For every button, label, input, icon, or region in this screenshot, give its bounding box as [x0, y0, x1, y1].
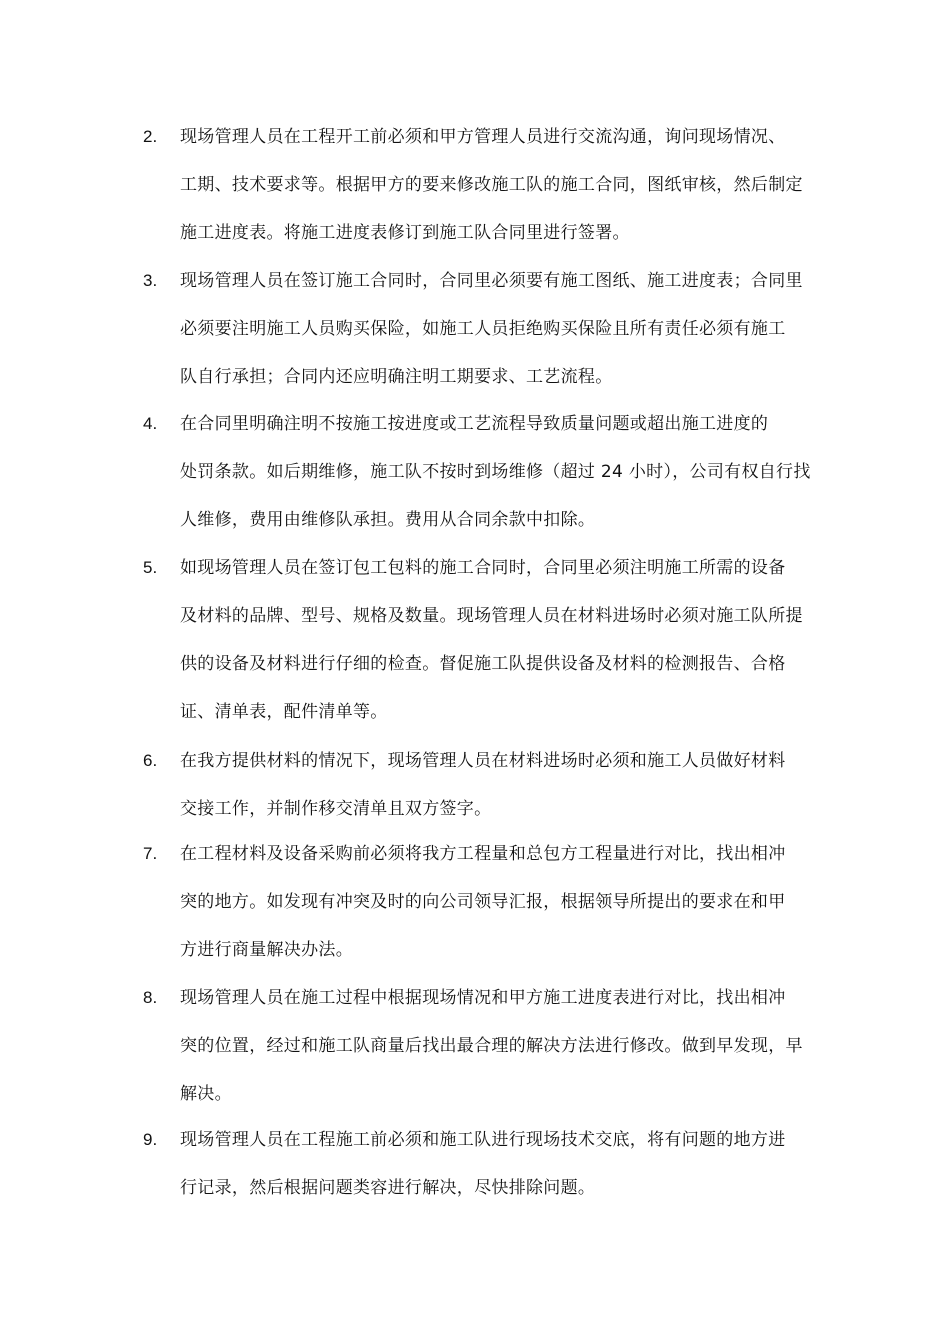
- text-line: 施工进度表。将施工进度表修订到施工队合同里进行签署。: [180, 223, 630, 243]
- text-line: 行记录，然后根据问题类容进行解决，尽快排除问题。: [180, 1178, 596, 1198]
- item-text: [180, 737, 850, 833]
- item-text: [180, 974, 850, 1118]
- text-line: 现场管理人员在签订施工合同时，合同里必须要有施工图纸、施工进度表；合同里: [180, 271, 803, 291]
- text-line: 如现场管理人员在签订包工包料的施工合同时，合同里必须注明施工所需的设备: [180, 558, 786, 578]
- text-line: 在工程材料及设备采购前必须将我方工程量和总包方工程量进行对比，找出相冲: [180, 844, 786, 864]
- text-line: 现场管理人员在施工过程中根据现场情况和甲方施工进度表进行对比，找出相冲: [180, 988, 786, 1008]
- text-line: 供的设备及材料进行仔细的检查。督促施工队提供设备及材料的检测报告、合格: [180, 654, 786, 674]
- text-line: 队自行承担；合同内还应明确注明工期要求、工艺流程。: [180, 367, 613, 387]
- text-line: 现场管理人员在工程开工前必须和甲方管理人员进行交流沟通，询问现场情况、: [180, 127, 786, 147]
- text-line: 证、清单表，配件清单等。: [180, 702, 388, 722]
- text-line: 人维修，费用由维修队承担。费用从合同余款中扣除。: [180, 510, 596, 530]
- text-line: 突的地方。如发现有冲突及时的向公司领导汇报，根据领导所提出的要求在和甲: [180, 892, 786, 912]
- text-line: 在我方提供材料的情况下，现场管理人员在材料进场时必须和施工人员做好材料: [180, 751, 786, 771]
- item-number: 9.: [143, 1130, 158, 1149]
- text-line: 解决。: [180, 1084, 232, 1104]
- item-number: 5.: [143, 558, 158, 577]
- item-number: 3.: [143, 271, 158, 290]
- item-number: 7.: [143, 844, 158, 863]
- text-line: 处罚条款。如后期维修，施工队不按时到场维修（超过 24 小时），公司有权自行找: [180, 462, 811, 482]
- text-line: 在合同里明确注明不按施工按进度或工艺流程导致质量问题或超出施工进度的: [180, 414, 769, 434]
- text-line: 交接工作，并制作移交清单且双方签字。: [180, 799, 492, 819]
- item-text: [180, 257, 850, 401]
- item-text: [180, 830, 850, 974]
- item-text: [180, 400, 850, 544]
- text-line: 突的位置，经过和施工队商量后找出最合理的解决方法进行修改。做到早发现，早: [180, 1036, 803, 1056]
- item-text: [180, 1116, 850, 1212]
- item-number: 8.: [143, 988, 158, 1007]
- item-number: 4.: [143, 414, 158, 433]
- text-line: 工期、技术要求等。根据甲方的要来修改施工队的施工合同，图纸审核，然后制定: [180, 175, 803, 195]
- text-line: 必须要注明施工人员购买保险，如施工人员拒绝购买保险且所有责任必须有施工: [180, 319, 786, 339]
- item-number: 2.: [143, 127, 158, 146]
- text-line: 及材料的品牌、型号、规格及数量。现场管理人员在材料进场时必须对施工队所提: [180, 606, 803, 626]
- item-number: 6.: [143, 751, 158, 770]
- text-line: 现场管理人员在工程施工前必须和施工队进行现场技术交底，将有问题的地方进: [180, 1130, 786, 1150]
- item-text: [180, 544, 850, 736]
- text-line: 方进行商量解决办法。: [180, 940, 353, 960]
- item-text: [180, 113, 850, 257]
